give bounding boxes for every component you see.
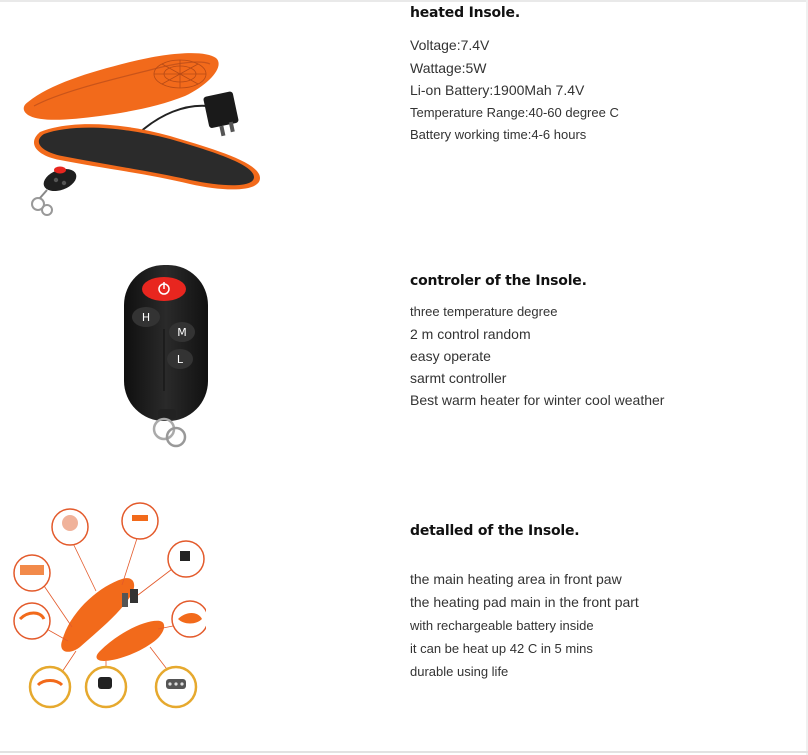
h-button-label: H bbox=[141, 311, 151, 324]
detail-list bbox=[410, 568, 800, 683]
spec-battery: Li-on Battery:1900Mah 7.4V bbox=[410, 82, 585, 98]
detail-line: with rechargeable battery inside bbox=[410, 618, 594, 633]
insole-illustration bbox=[20, 44, 270, 224]
spec-wattage: Wattage:5W bbox=[410, 59, 487, 76]
l-button-label: L bbox=[176, 353, 184, 366]
details-image bbox=[10, 501, 206, 711]
section-heated-insole bbox=[0, 0, 808, 230]
feature-line: Best warm heater for winter cool weather bbox=[410, 392, 665, 408]
feature-line: easy operate bbox=[410, 348, 491, 364]
m-button-label: M bbox=[177, 326, 187, 339]
detail-line: the heating pad main in the front part bbox=[410, 594, 639, 610]
charger-cable bbox=[138, 106, 208, 134]
orange-insole bbox=[24, 53, 219, 120]
controller-features bbox=[410, 273, 800, 411]
bottom-border bbox=[0, 751, 808, 753]
detail-line: durable using life bbox=[410, 664, 509, 679]
charger-adapter bbox=[203, 91, 239, 129]
section-controller bbox=[0, 255, 808, 465]
heated-insole-specs bbox=[410, 5, 800, 147]
detail-line: the main heating area in front paw bbox=[410, 571, 622, 587]
heated-insole-image bbox=[20, 44, 270, 224]
feature-list bbox=[410, 301, 800, 411]
spec-battery-time: Battery working time:4-6 hours bbox=[410, 127, 587, 142]
section-details bbox=[0, 495, 808, 720]
insole-diagram-2 bbox=[97, 621, 165, 661]
details-infographic bbox=[10, 501, 206, 711]
section-heading: heated Insole. bbox=[410, 5, 520, 21]
feature-line: sarmt controller bbox=[410, 370, 507, 386]
spec-temperature-range: Temperature Range:40-60 degree C bbox=[410, 104, 619, 120]
feature-line: 2 m control random bbox=[410, 326, 531, 342]
feature-line: three temperature degree bbox=[410, 304, 558, 319]
insole-grid-pattern bbox=[154, 60, 206, 88]
callout-ergonomic bbox=[30, 667, 70, 707]
section-heading: controler of the Insole. bbox=[410, 273, 587, 289]
section-heading: detalled of the Insole. bbox=[410, 523, 580, 539]
detail-line: it can be heat up 42 C in 5 mins bbox=[410, 641, 593, 656]
callout-cutting-guide bbox=[14, 603, 50, 639]
spec-voltage: Voltage:7.4V bbox=[410, 37, 490, 53]
remote-illustration bbox=[118, 261, 214, 457]
spec-list bbox=[410, 34, 800, 147]
controller-image bbox=[118, 261, 214, 457]
details-description bbox=[410, 523, 800, 683]
